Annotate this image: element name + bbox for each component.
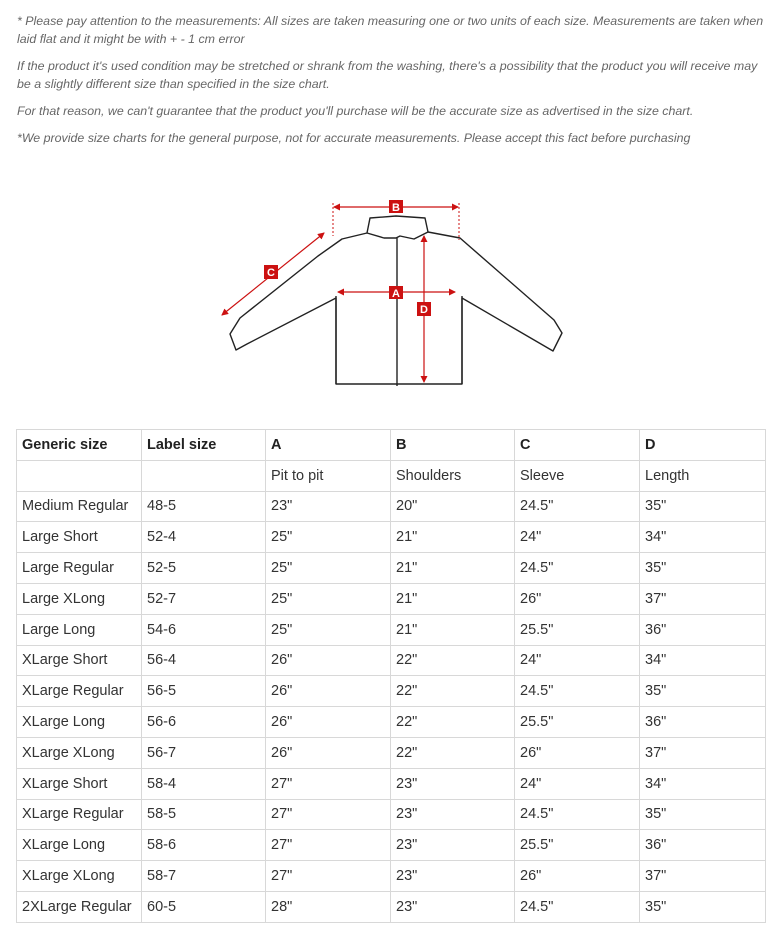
measurement-d-length (417, 236, 431, 382)
table-row (17, 522, 766, 553)
label-a: A (392, 288, 400, 300)
cell-length: 35" (640, 553, 766, 584)
cell-label-size: 48-5 (142, 491, 266, 522)
cell-generic-size: XLarge Short (17, 645, 142, 676)
cell-generic-size: XLarge Regular (17, 799, 142, 830)
cell-label-size: 52-5 (142, 553, 266, 584)
table-row (17, 737, 766, 768)
cell-pit-to-pit: 27" (266, 861, 391, 892)
size-chart-table (16, 429, 766, 923)
cell-shoulders: 22" (391, 676, 515, 707)
table-row (17, 891, 766, 922)
cell-label-size: 54-6 (142, 614, 266, 645)
measurement-a-pit-to-pit (338, 286, 455, 300)
cell-shoulders: 23" (391, 861, 515, 892)
cell-length: 36" (640, 614, 766, 645)
cell-pit-to-pit: 23" (266, 491, 391, 522)
table-row (17, 830, 766, 861)
cell-label-size: 52-4 (142, 522, 266, 553)
cell-sleeve: 24.5" (515, 491, 640, 522)
cell-generic-size: Large Short (17, 522, 142, 553)
cell-sleeve: 24.5" (515, 799, 640, 830)
cell-sleeve: 26" (515, 583, 640, 614)
cell-shoulders: 21" (391, 583, 515, 614)
cell-generic-size: Large XLong (17, 583, 142, 614)
cell-shoulders: 22" (391, 737, 515, 768)
cell-label-size: 56-7 (142, 737, 266, 768)
cell-sleeve: 24" (515, 768, 640, 799)
cell-label-size: 52-7 (142, 583, 266, 614)
label-d: D (420, 304, 428, 316)
cell-sleeve: 25.5" (515, 830, 640, 861)
cell-label-size: 58-7 (142, 861, 266, 892)
table-row (17, 614, 766, 645)
table-header-row (17, 430, 766, 461)
cell-length: 34" (640, 522, 766, 553)
table-row (17, 583, 766, 614)
cell-label-size: 58-6 (142, 830, 266, 861)
cell-pit-to-pit: 28" (266, 891, 391, 922)
cell-length: 35" (640, 491, 766, 522)
cell-pit-to-pit: 26" (266, 737, 391, 768)
cell-label-size: 58-5 (142, 799, 266, 830)
cell-pit-to-pit: 27" (266, 830, 391, 861)
cell-pit-to-pit: 27" (266, 768, 391, 799)
table-row (17, 553, 766, 584)
jacket-outline (230, 216, 562, 386)
header-a: A (266, 430, 391, 461)
cell-shoulders: 22" (391, 707, 515, 738)
cell-pit-to-pit: 26" (266, 707, 391, 738)
cell-shoulders: 20" (391, 491, 515, 522)
cell-length: 34" (640, 768, 766, 799)
subheader-sleeve: Sleeve (515, 460, 640, 491)
cell-length: 36" (640, 707, 766, 738)
table-row (17, 799, 766, 830)
table-row (17, 861, 766, 892)
subheader-generic-size (17, 460, 142, 491)
cell-shoulders: 21" (391, 614, 515, 645)
subheader-shoulders: Shoulders (391, 460, 515, 491)
measurement-notes (17, 12, 769, 156)
cell-generic-size: XLarge Long (17, 707, 142, 738)
table-row (17, 768, 766, 799)
cell-shoulders: 21" (391, 522, 515, 553)
cell-generic-size: XLarge Long (17, 830, 142, 861)
cell-length: 35" (640, 799, 766, 830)
table-row (17, 676, 766, 707)
cell-sleeve: 24.5" (515, 553, 640, 584)
header-generic-size: Generic size (17, 430, 142, 461)
cell-generic-size: Large Long (17, 614, 142, 645)
cell-length: 37" (640, 737, 766, 768)
cell-length: 36" (640, 830, 766, 861)
cell-pit-to-pit: 26" (266, 645, 391, 676)
table-row (17, 491, 766, 522)
cell-sleeve: 24.5" (515, 891, 640, 922)
table-subheader-row (17, 460, 766, 491)
cell-sleeve: 26" (515, 737, 640, 768)
cell-pit-to-pit: 25" (266, 583, 391, 614)
cell-label-size: 56-4 (142, 645, 266, 676)
cell-shoulders: 21" (391, 553, 515, 584)
cell-pit-to-pit: 25" (266, 522, 391, 553)
jacket-measurement-diagram (210, 190, 580, 400)
cell-generic-size: 2XLarge Regular (17, 891, 142, 922)
cell-sleeve: 25.5" (515, 707, 640, 738)
cell-pit-to-pit: 25" (266, 614, 391, 645)
note-measuring: * Please pay attention to the measurements: All sizes are taken measuring one or two units of each size. Measurements are taken when laid flat and it might be with + - 1 cm error (17, 14, 764, 46)
note-guarantee: For that reason, we can't guarantee that the product you'll purchase will be the accurate size as advertised in the size chart. (17, 104, 694, 118)
cell-pit-to-pit: 25" (266, 553, 391, 584)
label-b: B (392, 202, 400, 214)
cell-label-size: 60-5 (142, 891, 266, 922)
subheader-length: Length (640, 460, 766, 491)
cell-generic-size: XLarge Regular (17, 676, 142, 707)
header-c: C (515, 430, 640, 461)
cell-label-size: 56-5 (142, 676, 266, 707)
cell-shoulders: 23" (391, 799, 515, 830)
header-label-size: Label size (142, 430, 266, 461)
note-condition: If the product it's used condition may be stretched or shrank from the washing, there's a possibility that the product you will receive may be a slightly different size than specified in the size chart. (17, 59, 758, 91)
cell-generic-size: XLarge Short (17, 768, 142, 799)
cell-generic-size: XLarge XLong (17, 861, 142, 892)
cell-shoulders: 23" (391, 891, 515, 922)
header-d: D (640, 430, 766, 461)
note-general-purpose: *We provide size charts for the general purpose, not for accurate measurements. Please accept this fact before purchasing (17, 131, 691, 145)
cell-shoulders: 23" (391, 830, 515, 861)
cell-pit-to-pit: 26" (266, 676, 391, 707)
cell-sleeve: 24.5" (515, 676, 640, 707)
cell-pit-to-pit: 27" (266, 799, 391, 830)
cell-length: 37" (640, 861, 766, 892)
table-row (17, 707, 766, 738)
subheader-pit-to-pit: Pit to pit (266, 460, 391, 491)
cell-length: 35" (640, 891, 766, 922)
cell-label-size: 56-6 (142, 707, 266, 738)
cell-generic-size: Large Regular (17, 553, 142, 584)
cell-length: 34" (640, 645, 766, 676)
cell-length: 35" (640, 676, 766, 707)
cell-generic-size: XLarge XLong (17, 737, 142, 768)
cell-sleeve: 25.5" (515, 614, 640, 645)
cell-shoulders: 22" (391, 645, 515, 676)
cell-sleeve: 24" (515, 522, 640, 553)
measurement-c-sleeve (222, 233, 324, 315)
table-row (17, 645, 766, 676)
header-b: B (391, 430, 515, 461)
cell-generic-size: Medium Regular (17, 491, 142, 522)
cell-sleeve: 24" (515, 645, 640, 676)
label-c: C (267, 267, 275, 279)
subheader-label-size (142, 460, 266, 491)
cell-label-size: 58-4 (142, 768, 266, 799)
cell-length: 37" (640, 583, 766, 614)
cell-shoulders: 23" (391, 768, 515, 799)
cell-sleeve: 26" (515, 861, 640, 892)
